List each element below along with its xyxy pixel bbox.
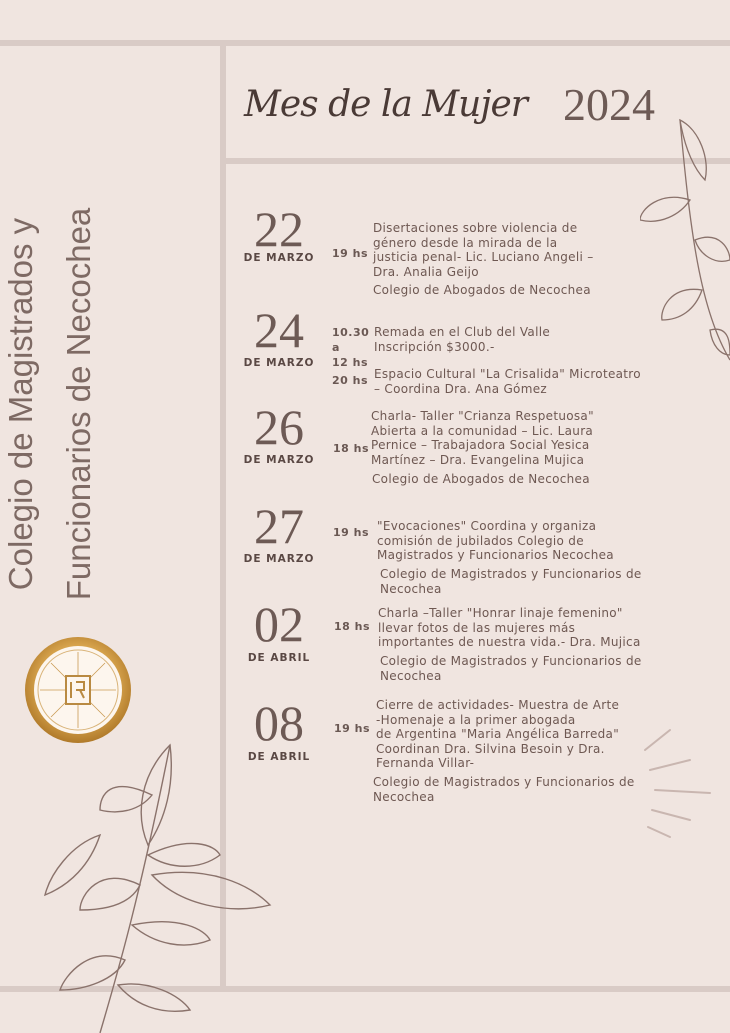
event-month: DE ABRIL — [247, 751, 311, 763]
event-month: DE MARZO — [243, 252, 315, 264]
event-description: Charla- Taller "Crianza Respetuosa" Abierta a la comunidad – Lic. Laura Pernice – Trabajadora Social Yesica Martínez – Dra. Evangelina Mujica — [371, 409, 594, 467]
event-month: DE MARZO — [243, 357, 315, 369]
event-month: DE MARZO — [243, 454, 315, 466]
event-time: 10.30 a 12 hs — [332, 326, 370, 369]
side-title — [0, 124, 112, 684]
frame-top-line — [0, 40, 730, 46]
event-month: DE MARZO — [243, 553, 315, 565]
event-time-2: 20 hs — [332, 374, 369, 387]
event-day: 26 — [254, 399, 304, 455]
event-description: Remada en el Club del Valle Inscripción $3000.- — [374, 325, 551, 354]
event-venue: Colegio de Abogados de Necochea — [372, 472, 590, 486]
event-venue: Colegio de Abogados de Necochea — [373, 283, 591, 297]
sparkle-lines-icon — [640, 725, 720, 840]
event-day: 22 — [254, 201, 304, 257]
event-description-2: Espacio Cultural "La Crisalida" Microteatro – Coordina Dra. Ana Gómez — [374, 367, 641, 396]
seal-emblem-icon — [24, 636, 132, 744]
event-description: "Evocaciones" Coordina y organiza comisión de jubilados Colegio de Magistrados y Funcionarios Necochea — [377, 519, 614, 562]
page-year: 2024 — [563, 79, 655, 130]
side-title-line2: Funcionarios de Necochea — [60, 207, 97, 601]
event-venue: Colegio de Magistrados y Funcionarios de Necochea — [373, 775, 635, 804]
event-day: 02 — [254, 596, 304, 652]
event-venue: Colegio de Magistrados y Funcionarios de Necochea — [380, 654, 642, 683]
side-title-line1: Colegio de Magistrados y — [2, 217, 39, 591]
event-description: Charla –Taller "Honrar linaje femenino" llevar fotos de las mujeres más importantes de nuestra vida.- Dra. Mujica — [378, 606, 641, 649]
event-description: Cierre de actividades- Muestra de Arte -Homenaje a la primer abogada de Argentina "Maria Angélica Barreda" Coordinan Dra. Silvina Besoin y Dra. Fernanda Villar- — [376, 698, 620, 770]
event-time: 19 hs — [333, 526, 370, 539]
event-month: DE ABRIL — [247, 652, 311, 664]
event-day: 08 — [254, 695, 304, 751]
event-day: 24 — [254, 302, 304, 358]
leaf-branch-icon — [40, 735, 280, 1033]
event-description: Disertaciones sobre violencia de género desde la mirada de la justicia penal- Lic. Luciano Angeli – Dra. Analia Geijo — [373, 221, 594, 279]
event-time: 19 hs — [334, 722, 371, 735]
event-time: 18 hs — [333, 442, 370, 455]
event-time: 19 hs — [332, 247, 369, 260]
event-day: 27 — [254, 498, 304, 554]
leaf-branch-icon — [640, 110, 730, 380]
event-time: 18 hs — [334, 620, 371, 633]
page-title: Mes de la Mujer — [244, 84, 528, 125]
event-venue: Colegio de Magistrados y Funcionarios de Necochea — [380, 567, 642, 596]
